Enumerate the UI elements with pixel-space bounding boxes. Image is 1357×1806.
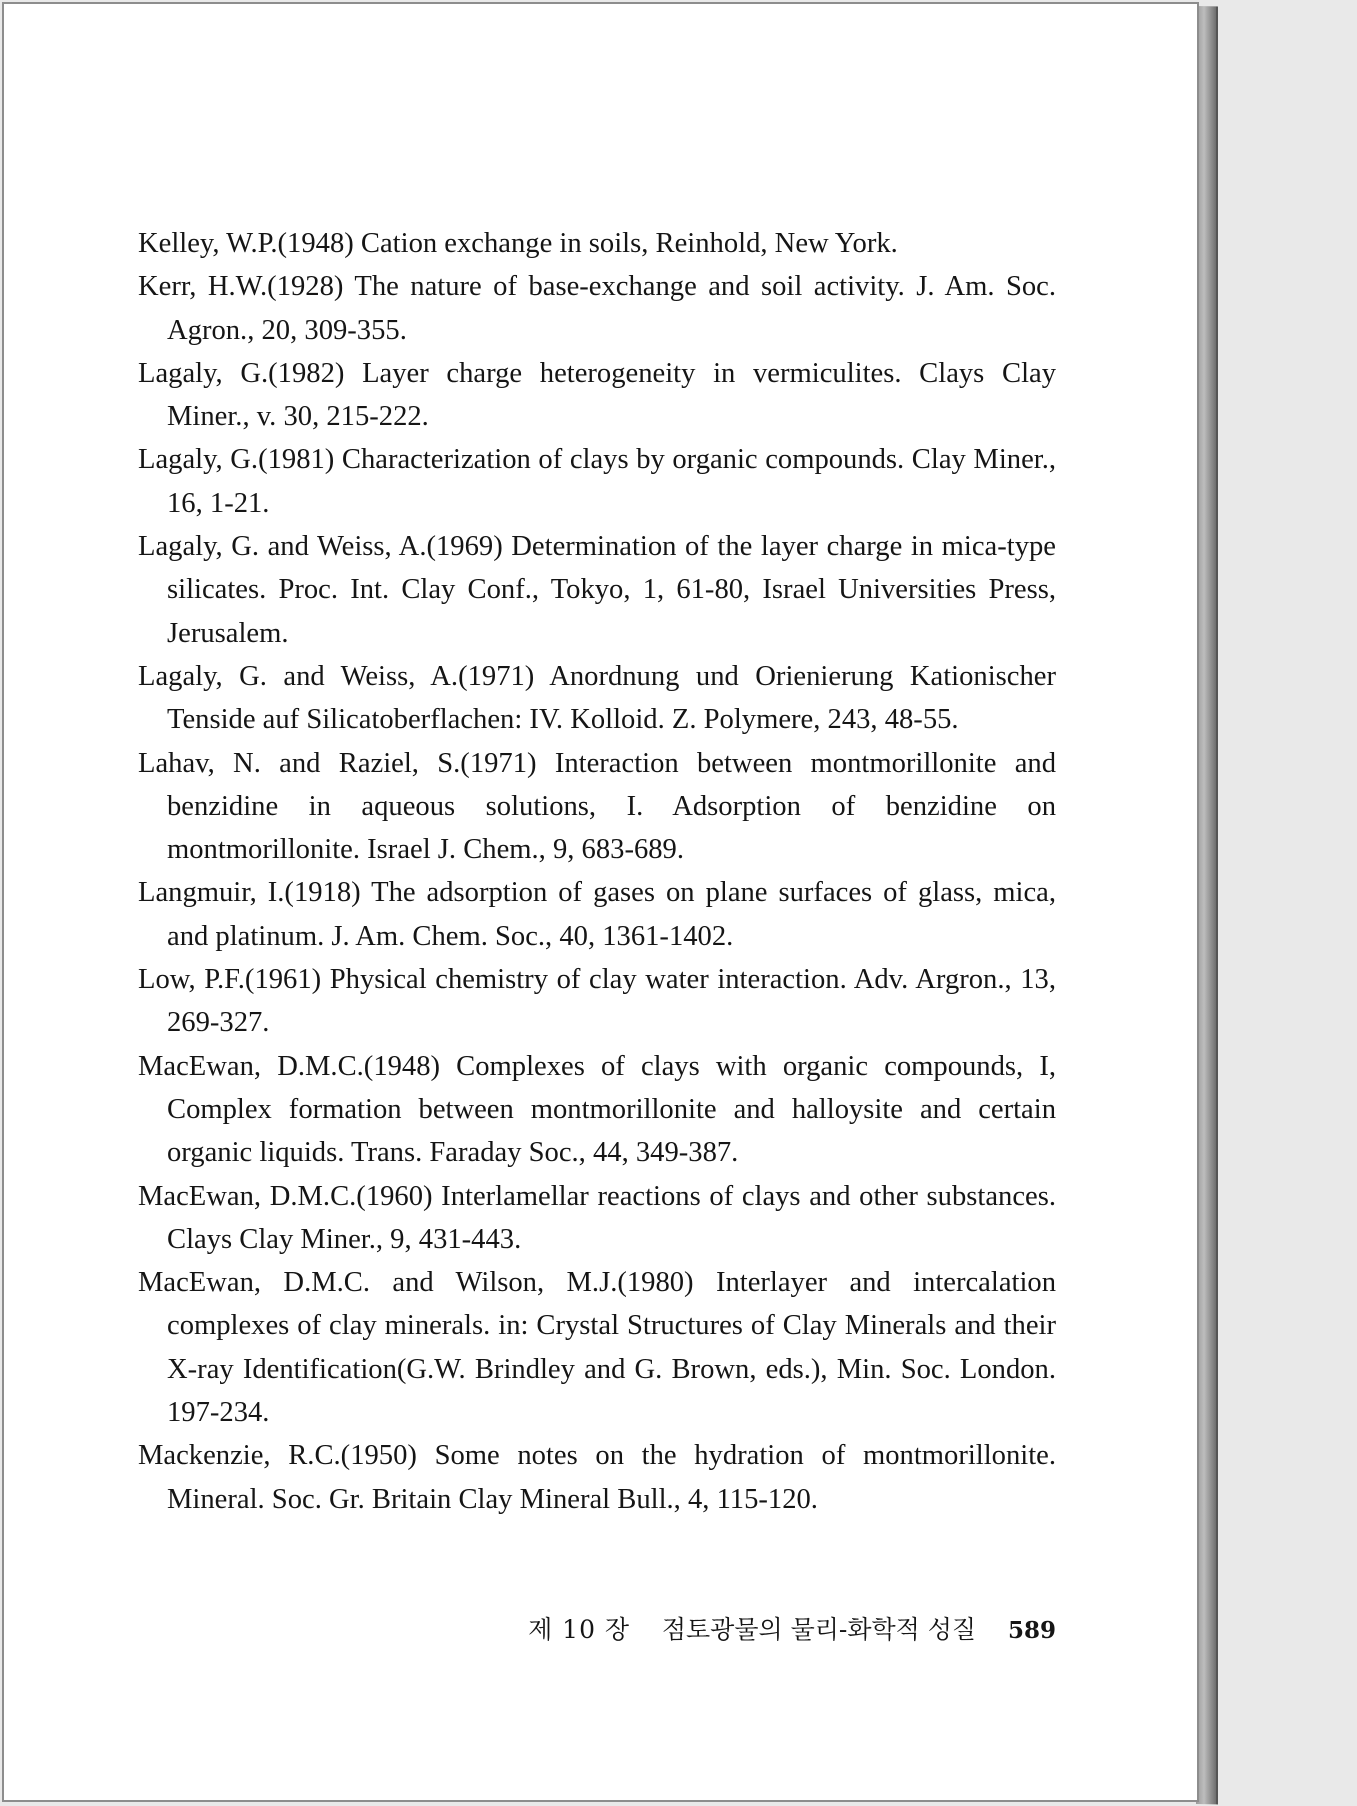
reference-entry: Langmuir, I.(1918) The adsorption of gases on plane surfaces of glass, mica, and platinum. J. Am. Chem. Soc., 40, 1361-1402.	[138, 877, 1056, 952]
page-edge-shadow	[1196, 6, 1218, 1804]
reference-entry: Mackenzie, R.C.(1950) Some notes on the hydration of montmorillonite. Mineral. Soc. Gr. Britain Clay Mineral Bull., 4, 115-120.	[138, 1440, 1056, 1515]
chapter-title: 점토광물의 물리-화학적 성질	[661, 1615, 977, 1644]
reference-entry: MacEwan, D.M.C.(1960) Interlamellar reactions of clays and other substances. Clays Clay Miner., 9, 431-443.	[138, 1180, 1056, 1255]
reference-list	[138, 222, 1056, 1521]
document-page	[2, 2, 1199, 1802]
reference-entry: MacEwan, D.M.C.(1948) Complexes of clays with organic compounds, I, Complex formation between montmorillonite and halloysite and certain organic liquids. Trans. Faraday Soc., 44, 349-387.	[138, 1050, 1056, 1169]
reference-entry: Lagaly, G.(1982) Layer charge heterogeneity in vermiculites. Clays Clay Miner., v. 30, 215-222.	[138, 357, 1056, 433]
chapter-label: 제 10 장	[528, 1615, 631, 1644]
reference-entry: Lagaly, G.(1981) Characterization of clays by organic compounds. Clay Miner., 16, 1-21.	[138, 444, 1056, 519]
reference-entry: Lagaly, G. and Weiss, A.(1969) Determination of the layer charge in mica-type silicates. Proc. Int. Clay Conf., Tokyo, 1, 61-80, Israel Universities Press, Jerusalem.	[138, 531, 1056, 649]
reference-entry: Lagaly, G. and Weiss, A.(1971) Anordnung und Orienierung Kationischer Tenside auf Silicatoberflachen: IV. Kolloid. Z. Polymere, 243, 48-55.	[138, 660, 1056, 736]
reference-entry: Low, P.F.(1961) Physical chemistry of clay water interaction. Adv. Argron., 13, 269-327.	[138, 964, 1056, 1039]
reference-entry: Lahav, N. and Raziel, S.(1971) Interaction between montmorillonite and benzidine in aqueous solutions, I. Adsorption of benzidine on montmorillonite. Israel J. Chem., 9, 683-689.	[138, 747, 1056, 866]
page-footer	[504, 1610, 1056, 1646]
reference-entry: MacEwan, D.M.C. and Wilson, M.J.(1980) Interlayer and intercalation complexes of clay minerals. in: Crystal Structures of Clay Minerals and their X-ray Identification(G.W. Brindley and G. Brown, eds.), Min. Soc. London. 197-234.	[138, 1267, 1056, 1429]
reference-entry: Kerr, H.W.(1928) The nature of base-exchange and soil activity. J. Am. Soc. Agron., 20, 309-355.	[138, 271, 1056, 346]
page-number: 589	[1007, 1617, 1056, 1644]
reference-entry: Kelley, W.P.(1948) Cation exchange in soils, Reinhold, New York.	[138, 228, 898, 259]
